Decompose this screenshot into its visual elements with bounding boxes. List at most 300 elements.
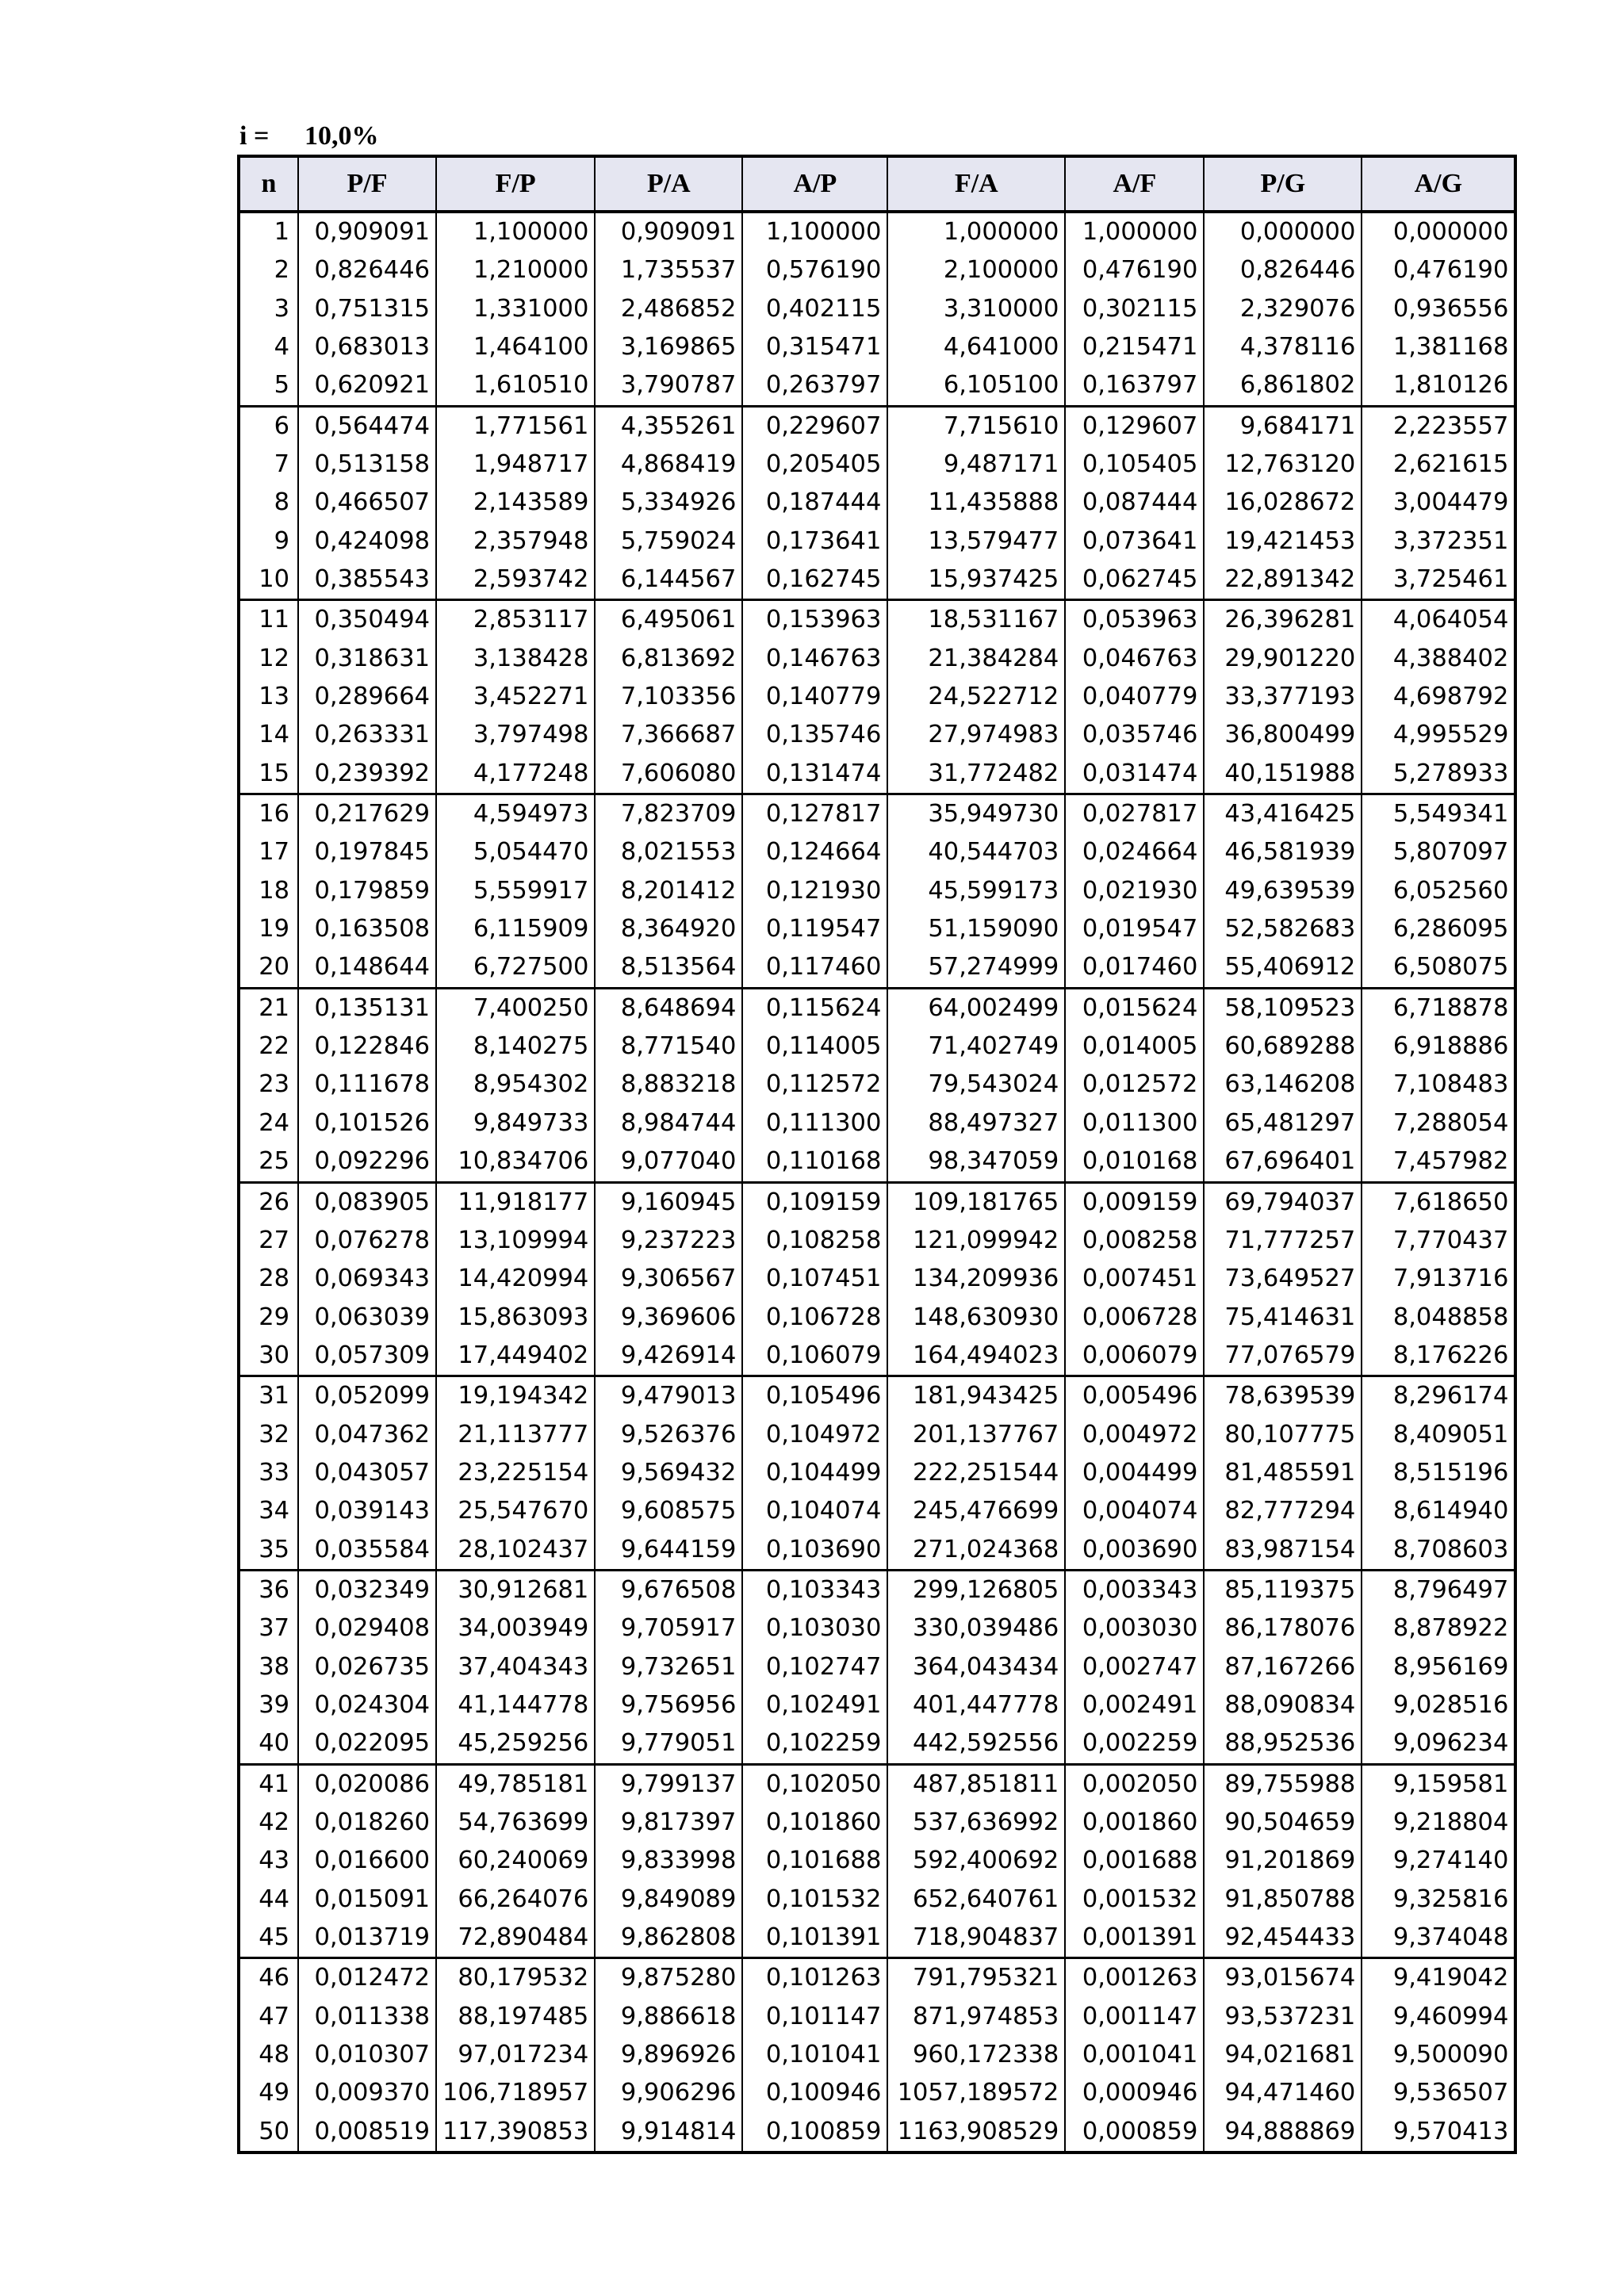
factor-cell: 0,001147 [1065,1998,1204,2036]
table-row [239,1998,1515,2036]
period-cell: 38 [239,1648,298,1686]
factor-cell: 0,000946 [1065,2075,1204,2113]
factor-cell: 9,374048 [1362,1919,1515,1958]
factor-cell: 90,504659 [1204,1804,1362,1842]
period-cell: 20 [239,949,298,989]
factor-cell: 0,101688 [742,1842,887,1880]
factor-cell: 0,014005 [1065,1027,1204,1066]
factor-cell: 0,043057 [298,1454,436,1492]
factor-cell: 6,286095 [1362,910,1515,948]
table-row [239,640,1515,678]
factor-cell: 0,122846 [298,1027,436,1066]
factor-cell: 63,146208 [1204,1066,1362,1104]
factor-cell: 7,288054 [1362,1104,1515,1142]
factor-cell: 8,201412 [595,872,742,910]
factor-cell: 83,987154 [1204,1531,1362,1571]
factor-cell: 7,823709 [595,794,742,834]
factor-cell: 6,052560 [1362,872,1515,910]
table-row [239,834,1515,872]
factor-cell: 537,636992 [887,1804,1065,1842]
factor-cell: 0,476190 [1065,251,1204,289]
factor-cell: 6,105100 [887,366,1065,406]
factor-cell: 10,834706 [436,1142,595,1182]
factor-cell: 1,810126 [1362,366,1515,406]
factor-cell: 19,194342 [436,1376,595,1416]
col-header-p-over-g: P/G [1204,156,1362,212]
factor-cell: 0,035746 [1065,716,1204,754]
factor-cell: 57,274999 [887,949,1065,989]
factor-cell: 0,129607 [1065,406,1204,446]
factor-cell: 9,028516 [1362,1686,1515,1724]
interest-rate-label: i = [239,121,270,151]
factor-cell: 6,144567 [595,561,742,600]
factor-cell: 0,318631 [298,640,436,678]
factor-cell: 9,569432 [595,1454,742,1492]
factor-cell: 0,102050 [742,1764,887,1804]
factor-cell: 0,005496 [1065,1376,1204,1416]
factor-cell: 27,974983 [887,716,1065,754]
factor-cell: 0,006079 [1065,1337,1204,1376]
factor-cell: 8,708603 [1362,1531,1515,1571]
factor-cell: 9,274140 [1362,1842,1515,1880]
table-row [239,1299,1515,1337]
factor-cell: 13,579477 [887,522,1065,561]
factor-cell: 11,918177 [436,1182,595,1222]
period-cell: 47 [239,1998,298,2036]
factor-cell: 0,001041 [1065,2036,1204,2074]
factor-cell: 87,167266 [1204,1648,1362,1686]
factor-cell: 487,851811 [887,1764,1065,1804]
period-cell: 1 [239,212,298,251]
period-cell: 39 [239,1686,298,1724]
factor-cell: 0,106728 [742,1299,887,1337]
factor-cell: 8,176226 [1362,1337,1515,1376]
factor-cell: 7,103356 [595,678,742,716]
period-cell: 11 [239,600,298,640]
factor-cell: 6,115909 [436,910,595,948]
factor-cell: 3,310000 [887,290,1065,328]
period-cell: 40 [239,1724,298,1764]
factor-cell: 0,101391 [742,1919,887,1958]
factor-cell: 0,009159 [1065,1182,1204,1222]
factor-cell: 9,886618 [595,1998,742,2036]
factor-cell: 0,513158 [298,446,436,484]
factor-cell: 0,576190 [742,251,887,289]
col-header-a-over-f: A/F [1065,156,1204,212]
period-cell: 15 [239,755,298,794]
factor-cell: 94,471460 [1204,2075,1362,2113]
factor-cell: 0,002491 [1065,1686,1204,1724]
factor-cell: 8,614940 [1362,1492,1515,1530]
factor-cell: 0,105496 [742,1376,887,1416]
col-header-p-over-a: P/A [595,156,742,212]
factor-cell: 0,205405 [742,446,887,484]
col-header-f-over-p: F/P [436,156,595,212]
factor-cell: 8,771540 [595,1027,742,1066]
period-cell: 46 [239,1958,298,1998]
factor-cell: 0,092296 [298,1142,436,1182]
period-cell: 44 [239,1881,298,1919]
factor-cell: 0,217629 [298,794,436,834]
factor-cell: 8,648694 [595,988,742,1027]
table-row [239,484,1515,522]
factor-cell: 0,011300 [1065,1104,1204,1142]
factor-cell: 222,251544 [887,1454,1065,1492]
col-header-a-over-g: A/G [1362,156,1515,212]
period-cell: 10 [239,561,298,600]
factor-cell: 0,104972 [742,1416,887,1454]
factor-cell: 37,404343 [436,1648,595,1686]
factor-cell: 2,593742 [436,561,595,600]
table-row [239,910,1515,948]
table-row [239,1764,1515,1804]
factor-cell: 81,485591 [1204,1454,1362,1492]
factor-cell: 94,021681 [1204,2036,1362,2074]
factor-cell: 40,151988 [1204,755,1362,794]
factor-cell: 7,457982 [1362,1142,1515,1182]
factor-cell: 9,644159 [595,1531,742,1571]
factor-cell: 0,016600 [298,1842,436,1880]
factor-cell: 2,223557 [1362,406,1515,446]
factor-cell: 271,024368 [887,1531,1065,1571]
factor-cell: 22,891342 [1204,561,1362,600]
factor-cell: 21,384284 [887,640,1065,678]
factor-cell: 299,126805 [887,1571,1065,1610]
factor-cell: 0,124664 [742,834,887,872]
factor-cell: 0,289664 [298,678,436,716]
factor-cell: 0,006728 [1065,1299,1204,1337]
factor-cell: 0,012572 [1065,1066,1204,1104]
factor-cell: 0,100946 [742,2075,887,2113]
factor-cell: 0,026735 [298,1648,436,1686]
factor-cell: 0,101147 [742,1998,887,2036]
factor-cell: 7,108483 [1362,1066,1515,1104]
factor-cell: 9,676508 [595,1571,742,1610]
factor-cell: 0,087444 [1065,484,1204,522]
factor-cell: 3,790787 [595,366,742,406]
factor-cell: 80,179532 [436,1958,595,1998]
factor-cell: 1,210000 [436,251,595,289]
factor-cell: 0,146763 [742,640,887,678]
factor-cell: 0,020086 [298,1764,436,1804]
factor-cell: 11,435888 [887,484,1065,522]
factor-cell: 9,914814 [595,2113,742,2152]
factor-cell: 871,974853 [887,1998,1065,2036]
factor-cell: 7,618650 [1362,1182,1515,1222]
table-row [239,1376,1515,1416]
table-row [239,1571,1515,1610]
factor-cell: 330,039486 [887,1609,1065,1647]
factor-cell: 3,452271 [436,678,595,716]
factor-cell: 0,104074 [742,1492,887,1530]
factor-cell: 91,201869 [1204,1842,1362,1880]
table-row [239,366,1515,406]
factor-cell: 0,013719 [298,1919,436,1958]
factor-cell: 9,684171 [1204,406,1362,446]
factor-cell: 15,937425 [887,561,1065,600]
factor-cell: 9,896926 [595,2036,742,2074]
factor-cell: 9,732651 [595,1648,742,1686]
factor-cell: 14,420994 [436,1260,595,1298]
factor-cell: 0,115624 [742,988,887,1027]
factor-cell: 0,004499 [1065,1454,1204,1492]
period-cell: 13 [239,678,298,716]
table-row [239,1919,1515,1958]
period-cell: 43 [239,1842,298,1880]
factor-cell: 0,040779 [1065,678,1204,716]
factor-cell: 1,735537 [595,251,742,289]
factor-cell: 8,513564 [595,949,742,989]
factor-cell: 1,381168 [1362,328,1515,366]
period-cell: 32 [239,1416,298,1454]
period-cell: 21 [239,988,298,1027]
factor-cell: 0,004074 [1065,1492,1204,1530]
factor-cell: 12,763120 [1204,446,1362,484]
factor-cell: 51,159090 [887,910,1065,948]
factor-cell: 121,099942 [887,1222,1065,1260]
factor-cell: 8,796497 [1362,1571,1515,1610]
factor-cell: 0,424098 [298,522,436,561]
factor-cell: 7,770437 [1362,1222,1515,1260]
factor-cell: 0,015624 [1065,988,1204,1027]
factor-cell: 8,140275 [436,1027,595,1066]
factor-cell: 9,817397 [595,1804,742,1842]
factor-cell: 0,003690 [1065,1531,1204,1571]
factor-cell: 5,549341 [1362,794,1515,834]
factor-cell: 0,683013 [298,328,436,366]
table-row [239,988,1515,1027]
table-row [239,1260,1515,1298]
table-row [239,1027,1515,1066]
table-body [239,212,1515,2152]
factor-cell: 6,727500 [436,949,595,989]
factor-cell: 2,853117 [436,600,595,640]
factor-cell: 0,031474 [1065,755,1204,794]
factor-cell: 117,390853 [436,2113,595,2152]
factor-cell: 109,181765 [887,1182,1065,1222]
factor-cell: 0,053963 [1065,600,1204,640]
factor-cell: 4,378116 [1204,328,1362,366]
factor-cell: 72,890484 [436,1919,595,1958]
factor-cell: 0,119547 [742,910,887,948]
factor-cell: 0,173641 [742,522,887,561]
factor-cell: 0,083905 [298,1182,436,1222]
interest-rate-line [239,119,379,154]
factor-cell: 6,813692 [595,640,742,678]
period-cell: 12 [239,640,298,678]
table-row [239,678,1515,716]
factor-cell: 40,544703 [887,834,1065,872]
factor-cell: 0,101041 [742,2036,887,2074]
factor-cell: 4,177248 [436,755,595,794]
factor-cell: 0,127817 [742,794,887,834]
table-row [239,1842,1515,1880]
factor-cell: 0,001263 [1065,1958,1204,1998]
table-row [239,794,1515,834]
factor-cell: 88,497327 [887,1104,1065,1142]
factor-cell: 9,608575 [595,1492,742,1530]
factor-cell: 0,105405 [1065,446,1204,484]
factor-cell: 9,306567 [595,1260,742,1298]
table-row [239,1104,1515,1142]
period-cell: 6 [239,406,298,446]
factor-cell: 26,396281 [1204,600,1362,640]
factor-cell: 4,868419 [595,446,742,484]
factor-cell: 93,537231 [1204,1998,1362,2036]
factor-cell: 45,259256 [436,1724,595,1764]
factor-cell: 88,090834 [1204,1686,1362,1724]
factor-cell: 9,849733 [436,1104,595,1142]
factor-cell: 1,610510 [436,366,595,406]
factor-cell: 960,172338 [887,2036,1065,2074]
factor-cell: 0,620921 [298,366,436,406]
table-row [239,1454,1515,1492]
factor-cell: 0,102747 [742,1648,887,1686]
factor-cell: 16,028672 [1204,484,1362,522]
factor-cell: 4,995529 [1362,716,1515,754]
factor-cell: 34,003949 [436,1609,595,1647]
factor-cell: 1057,189572 [887,2075,1065,2113]
factor-cell: 2,100000 [887,251,1065,289]
factor-cell: 9,077040 [595,1142,742,1182]
factor-cell: 82,777294 [1204,1492,1362,1530]
factor-cell: 0,100859 [742,2113,887,2152]
factor-cell: 9,160945 [595,1182,742,1222]
factor-cell: 0,062745 [1065,561,1204,600]
table-row [239,1686,1515,1724]
factor-cell: 0,022095 [298,1724,436,1764]
table-row [239,522,1515,561]
factor-cell: 0,007451 [1065,1260,1204,1298]
factor-cell: 33,377193 [1204,678,1362,716]
factor-cell: 69,794037 [1204,1182,1362,1222]
table-row [239,872,1515,910]
factor-cell: 9,096234 [1362,1724,1515,1764]
factor-cell: 0,039143 [298,1492,436,1530]
factor-cell: 66,264076 [436,1881,595,1919]
factor-cell: 0,003030 [1065,1609,1204,1647]
table-row [239,1066,1515,1104]
period-cell: 45 [239,1919,298,1958]
period-cell: 27 [239,1222,298,1260]
factor-cell: 60,240069 [436,1842,595,1880]
factor-cell: 9,487171 [887,446,1065,484]
factor-cell: 5,807097 [1362,834,1515,872]
factor-cell: 1,000000 [887,212,1065,251]
factor-cell: 0,003343 [1065,1571,1204,1610]
factor-cell: 0,069343 [298,1260,436,1298]
factor-cell: 98,347059 [887,1142,1065,1182]
factor-cell: 67,696401 [1204,1142,1362,1182]
factor-cell: 0,029408 [298,1609,436,1647]
factor-cell: 4,594973 [436,794,595,834]
factor-cell: 17,449402 [436,1337,595,1376]
col-header-p-over-f: P/F [298,156,436,212]
period-cell: 29 [239,1299,298,1337]
factor-cell: 2,486852 [595,290,742,328]
factor-cell: 0,108258 [742,1222,887,1260]
factor-cell: 0,001532 [1065,1881,1204,1919]
factor-cell: 58,109523 [1204,988,1362,1027]
factor-cell: 3,725461 [1362,561,1515,600]
table-row [239,1724,1515,1764]
factor-cell: 8,048858 [1362,1299,1515,1337]
factor-cell: 201,137767 [887,1416,1065,1454]
period-cell: 22 [239,1027,298,1066]
factor-cell: 23,225154 [436,1454,595,1492]
factor-cell: 8,296174 [1362,1376,1515,1416]
table-row [239,2075,1515,2113]
factor-cell: 8,954302 [436,1066,595,1104]
factor-cell: 71,777257 [1204,1222,1362,1260]
factor-cell: 8,409051 [1362,1416,1515,1454]
factor-cell: 134,209936 [887,1260,1065,1298]
factor-cell: 0,035584 [298,1531,436,1571]
factor-cell: 7,366687 [595,716,742,754]
factor-cell: 43,416425 [1204,794,1362,834]
factor-cell: 5,759024 [595,522,742,561]
table-row [239,290,1515,328]
factor-cell: 0,000000 [1204,212,1362,251]
table-header-row [239,156,1515,212]
factor-cell: 0,101532 [742,1881,887,1919]
factor-cell: 1,771561 [436,406,595,446]
factor-cell: 49,639539 [1204,872,1362,910]
period-cell: 23 [239,1066,298,1104]
factor-cell: 0,109159 [742,1182,887,1222]
factor-cell: 2,621615 [1362,446,1515,484]
factor-cell: 0,909091 [298,212,436,251]
factor-cell: 9,906296 [595,2075,742,2113]
factor-cell: 0,017460 [1065,949,1204,989]
factor-cell: 89,755988 [1204,1764,1362,1804]
factor-cell: 7,606080 [595,755,742,794]
factor-cell: 54,763699 [436,1804,595,1842]
table-row [239,600,1515,640]
factor-cell: 2,357948 [436,522,595,561]
factor-cell: 2,329076 [1204,290,1362,328]
factor-cell: 24,522712 [887,678,1065,716]
factor-cell: 9,479013 [595,1376,742,1416]
factor-cell: 5,334926 [595,484,742,522]
factor-cell: 0,187444 [742,484,887,522]
period-cell: 9 [239,522,298,561]
factor-cell: 3,138428 [436,640,595,678]
factor-cell: 9,875280 [595,1958,742,1998]
factor-cell: 0,011338 [298,1998,436,2036]
factor-cell: 0,117460 [742,949,887,989]
factor-cell: 9,426914 [595,1337,742,1376]
factor-cell: 0,110168 [742,1142,887,1182]
factor-cell: 0,239392 [298,755,436,794]
table-row [239,1531,1515,1571]
factor-cell: 6,718878 [1362,988,1515,1027]
factor-cell: 7,913716 [1362,1260,1515,1298]
factor-cell: 6,861802 [1204,366,1362,406]
factor-cell: 5,278933 [1362,755,1515,794]
factor-cell: 0,229607 [742,406,887,446]
factor-cell: 3,169865 [595,328,742,366]
period-cell: 33 [239,1454,298,1492]
factor-cell: 1,100000 [436,212,595,251]
factor-cell: 0,466507 [298,484,436,522]
factor-cell: 0,350494 [298,600,436,640]
factor-cell: 7,715610 [887,406,1065,446]
factor-cell: 0,002050 [1065,1764,1204,1804]
factor-cell: 9,369606 [595,1299,742,1337]
factor-cell: 8,515196 [1362,1454,1515,1492]
factor-cell: 0,106079 [742,1337,887,1376]
